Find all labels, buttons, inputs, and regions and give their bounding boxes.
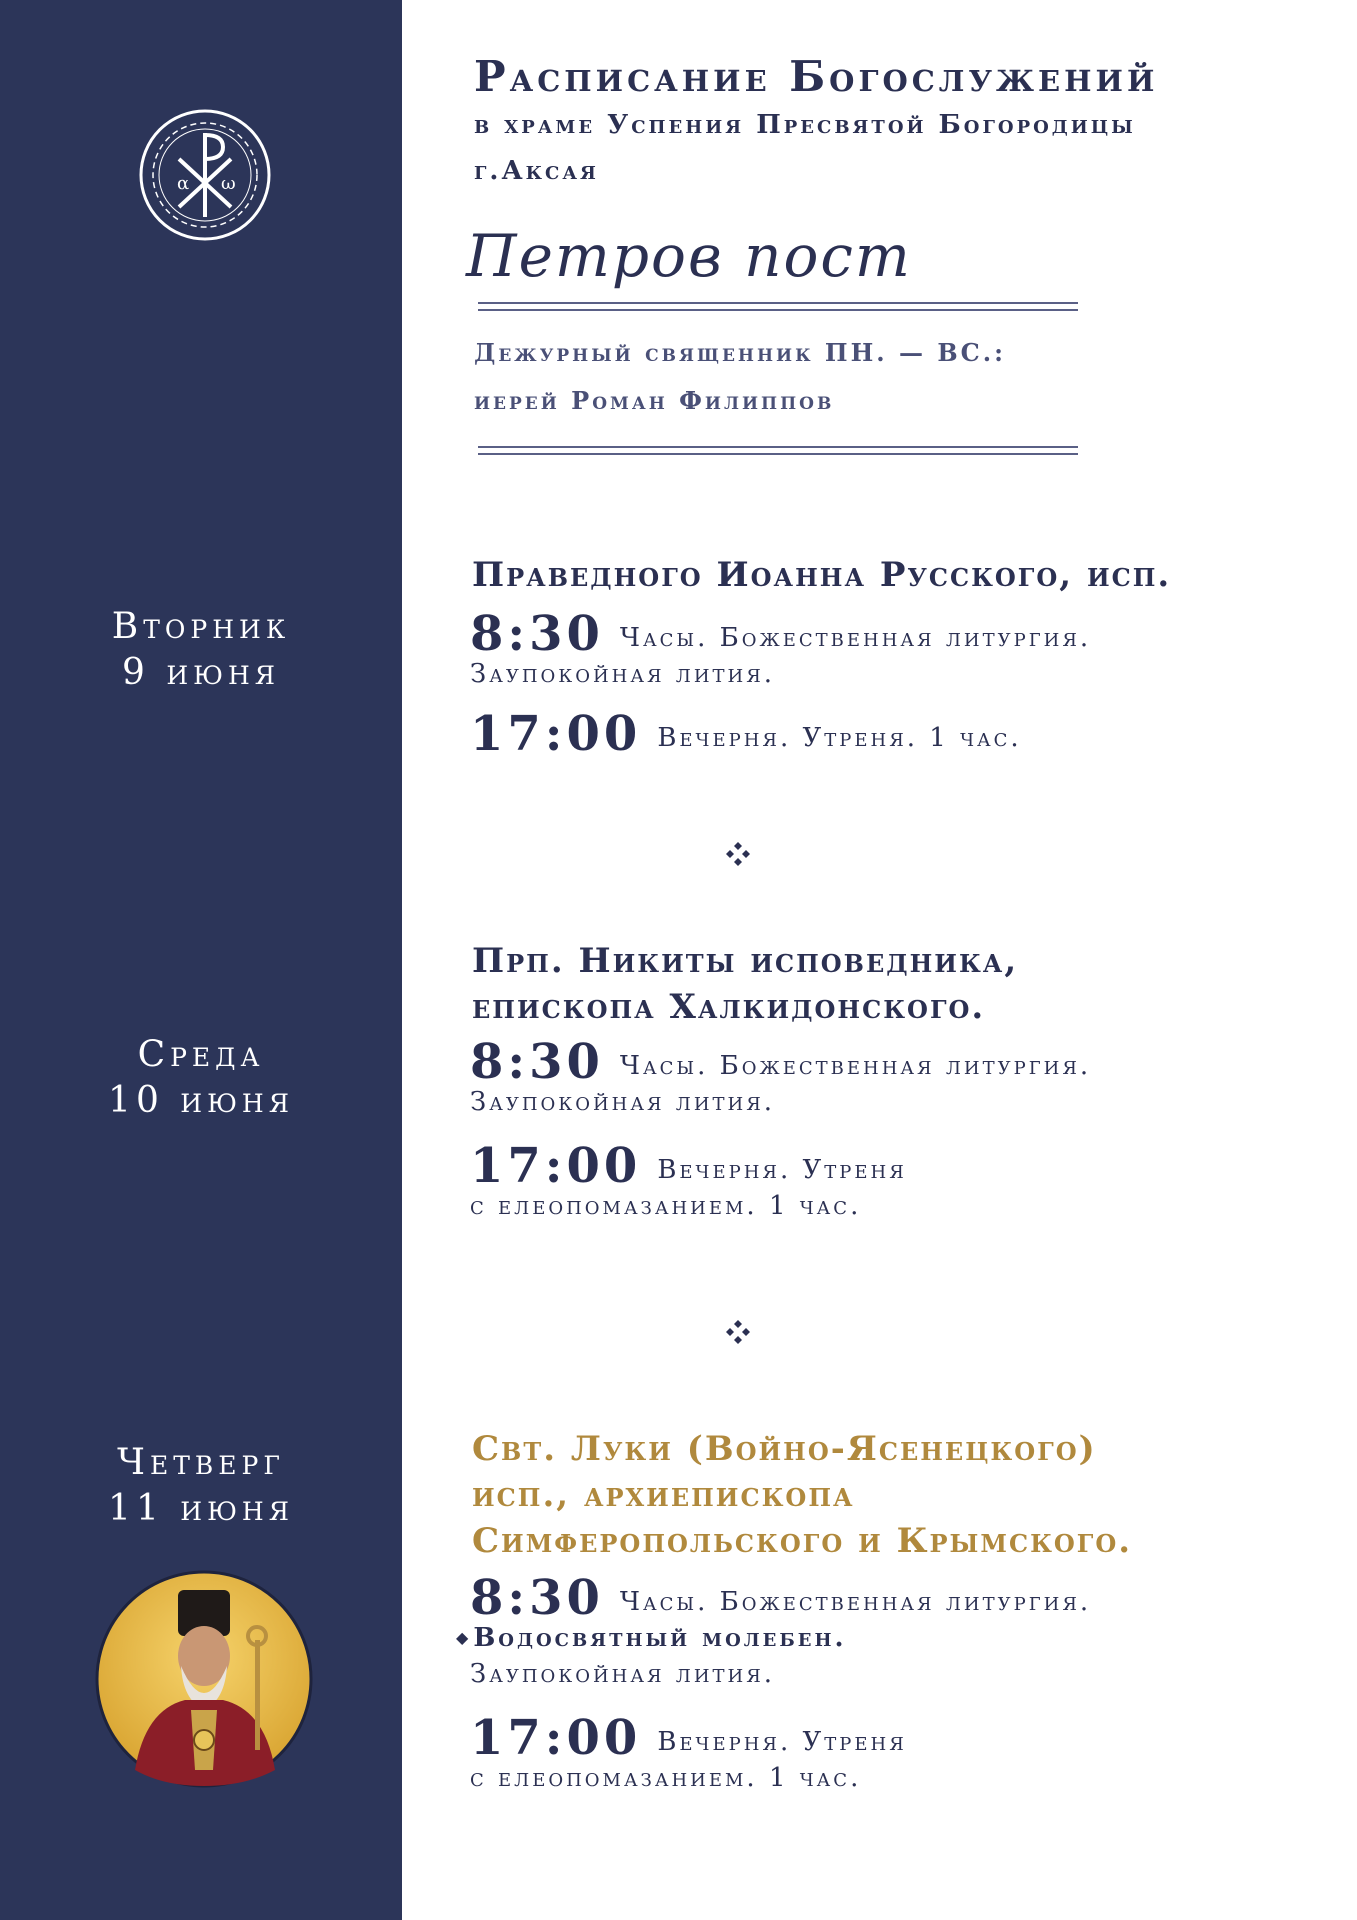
date: 10 июня	[108, 1080, 294, 1121]
feast-line: Прп. Никиты исповедника,	[472, 941, 1019, 981]
divider-rule	[478, 446, 1078, 448]
service-morning	[456, 1570, 1092, 1692]
date: 9 июня	[122, 652, 280, 693]
service-text: Часы. Божественная литургия.	[619, 1051, 1092, 1081]
saint-luke-icon	[95, 1570, 313, 1788]
service-time: 8:30	[470, 1034, 604, 1090]
service-time: 17:00	[470, 706, 642, 762]
service-time: 8:30	[470, 606, 604, 662]
day-label-wednesday	[0, 1032, 402, 1124]
weekday: Среда	[137, 1034, 265, 1075]
service-text: Заупокойная лития.	[470, 1659, 776, 1689]
svg-text:ω: ω	[221, 173, 236, 194]
weekday: Четверг	[117, 1442, 285, 1483]
service-time: 8:30	[470, 1570, 604, 1626]
divider-rule	[478, 453, 1078, 455]
sidebar	[0, 0, 402, 1920]
service-text: с елеопомазанием. 1 час.	[470, 1763, 862, 1793]
service-text: Часы. Божественная литургия.	[619, 1587, 1092, 1617]
page-title: Расписание Богослужений	[474, 52, 1159, 101]
duty-priest-name: иерей Роман Филиппов	[474, 386, 835, 415]
feast-line: Праведного Иоанна Русского, исп.	[472, 555, 1172, 595]
service-text: Вечерня. Утреня	[657, 1155, 907, 1185]
svg-text:α: α	[177, 173, 190, 194]
service-text: Заупокойная лития.	[470, 1087, 776, 1117]
diamond-bullet-icon: ◆	[456, 1628, 472, 1647]
feast-title	[472, 1426, 1132, 1564]
weekday: Вторник	[111, 606, 291, 647]
feast-line: исп., архиепископа	[472, 1475, 855, 1515]
feast-line: епископа Халкидонского.	[472, 987, 986, 1027]
chi-rho-wreath-icon	[139, 109, 271, 241]
feast-line: Симферопольского и Крымского.	[472, 1521, 1133, 1561]
feast-title	[472, 552, 1171, 598]
service-text: Заупокойная лития.	[470, 659, 776, 689]
church-name: в храме Успения Пресвятой Богородицы	[474, 110, 1136, 140]
service-evening	[470, 1138, 907, 1224]
date: 11 июня	[108, 1488, 294, 1529]
service-text: с елеопомазанием. 1 час.	[470, 1191, 862, 1221]
service-text: Вечерня. Утреня. 1 час.	[657, 723, 1022, 753]
service-evening	[470, 1710, 907, 1796]
service-text: Часы. Божественная литургия.	[619, 623, 1092, 653]
service-text: Водосвятный молебен.	[473, 1623, 847, 1653]
divider-rule	[478, 302, 1078, 304]
feast-line: Свт. Луки (Войно-Ясенецкого)	[472, 1429, 1097, 1469]
four-diamond-ornament-icon	[724, 1318, 752, 1346]
feast-title	[472, 938, 1018, 1030]
service-text: Вечерня. Утреня	[657, 1727, 907, 1757]
service-morning	[470, 606, 1092, 692]
divider-rule	[478, 309, 1078, 311]
four-diamond-ornament-icon	[724, 840, 752, 868]
period-title: Петров пост	[466, 222, 912, 290]
service-morning	[470, 1034, 1092, 1120]
city-name: г.Аксая	[474, 156, 599, 186]
day-label-tuesday	[0, 604, 402, 696]
day-label-thursday	[0, 1440, 402, 1532]
duty-priest-label: Дежурный священник ПН. — ВС.:	[474, 338, 1006, 367]
service-time: 17:00	[470, 1138, 642, 1194]
service-time: 17:00	[470, 1710, 642, 1766]
service-evening	[470, 706, 1022, 762]
